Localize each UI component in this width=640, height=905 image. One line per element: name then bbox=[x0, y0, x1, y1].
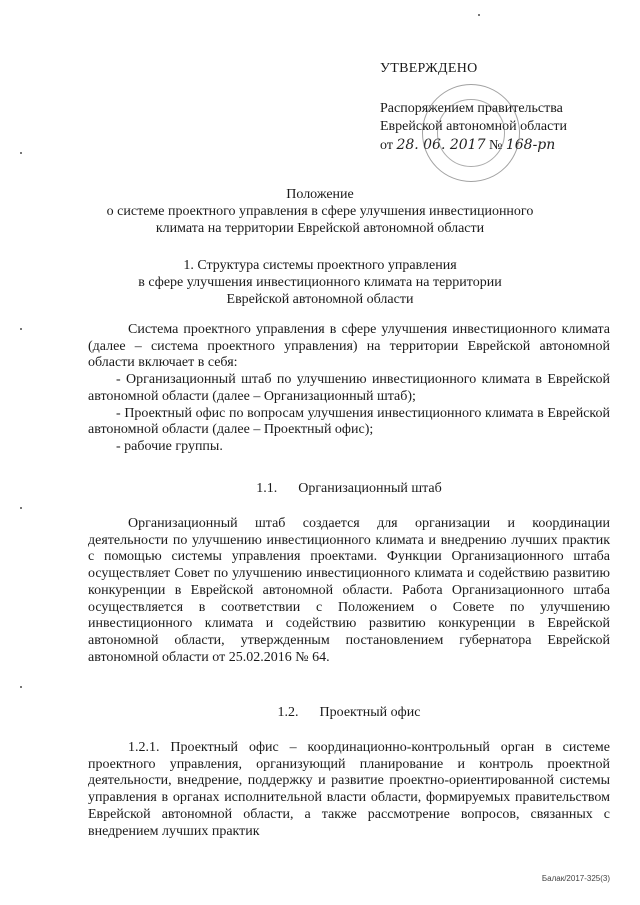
document-title bbox=[60, 186, 580, 237]
approval-date-handwritten: 28. 06. 2017 bbox=[396, 137, 486, 153]
subsection-1-2-title: Проектный офис bbox=[319, 705, 421, 720]
subsection-1-2-heading bbox=[88, 705, 610, 721]
intro-paragraph bbox=[88, 322, 610, 456]
document-title-line-2: о системе проектного управления в сфере улучшения инвестиционного bbox=[106, 204, 534, 219]
section-1-heading-line-3: Еврейской автономной области bbox=[226, 292, 414, 307]
approval-date-prefix: от bbox=[380, 138, 393, 153]
shtab-text: Организационный штаб создается для организации и координации деятельности по улучшению инвестиционного климата и внедрению лучших практик с помощью системы управления проектами. Функции Организационного штаба осуществляет Совет по улучшению инвестиционного климата и содействию развитию конкуренции в Еврейской автономной области. Работа Организационного штаба осуществляется в соответствии с Положением о Совете по улучшению инвестиционного климата и содействию развитию конкуренции в Еврейской автономной области, утвержденным постановлением губернатора Еврейской автономной области от 25.02.2016 № 64. bbox=[88, 516, 610, 665]
subsection-1-2-number: 1.2. bbox=[277, 705, 299, 720]
office-text: 1.2.1. Проектный офис – координационно-контрольный орган в системе проектного управления, организующий планирование и контроль проектной деятельности, внедрение, поддержку и развитие проектно-ориентированной системы управления в органах исполнительной власти области, формируемых правительством Еврейской автономной области, а также рассмотрение вопросов, связанных с внедрением лучших практик bbox=[88, 740, 610, 839]
scan-mark bbox=[20, 152, 22, 154]
document-title-line-1: Положение bbox=[286, 187, 354, 202]
section-1-heading-line-1: 1. Структура системы проектного управления bbox=[183, 258, 457, 273]
intro-text: Система проектного управления в сфере улучшения инвестиционного климата (далее – система проектного управления) на территории Еврейской автономной области включает в себя: bbox=[88, 322, 610, 371]
approval-title: УТВЕРЖДЕНО bbox=[380, 61, 478, 76]
subsection-1-1-number: 1.1. bbox=[256, 481, 278, 496]
shtab-paragraph bbox=[88, 516, 610, 666]
scan-mark bbox=[20, 328, 22, 330]
intro-item-3: - рабочие группы. bbox=[116, 438, 223, 454]
intro-item-1: - Организационный штаб по улучшению инвестиционного климата в Еврейской автономной области (далее – Организационный штаб); bbox=[88, 372, 610, 404]
intro-item-2: - Проектный офис по вопросам улучшения инвестиционного климата в Еврейской автономной области (далее – Проектный офис); bbox=[88, 405, 610, 438]
office-paragraph bbox=[88, 740, 610, 840]
approval-number-sign: № bbox=[489, 138, 503, 153]
document-title-line-3: климата на территории Еврейской автономной области bbox=[155, 221, 485, 236]
subsection-1-1-heading bbox=[88, 481, 610, 497]
approval-number-handwritten: 168-рп bbox=[505, 137, 556, 153]
scan-mark bbox=[478, 14, 480, 16]
section-1-heading bbox=[60, 257, 580, 308]
official-stamp bbox=[422, 84, 520, 182]
approval-line-2: Еврейской автономной области bbox=[380, 119, 567, 134]
scan-mark bbox=[20, 507, 22, 509]
scan-mark bbox=[20, 686, 22, 688]
approval-line-1: Распоряжением правительства bbox=[380, 101, 563, 116]
footer-document-code: Балак/2017-325(3) bbox=[541, 874, 610, 883]
section-1-heading-line-2: в сфере улучшения инвестиционного климата на территории bbox=[138, 275, 502, 290]
subsection-1-1-title: Организационный штаб bbox=[298, 481, 442, 496]
